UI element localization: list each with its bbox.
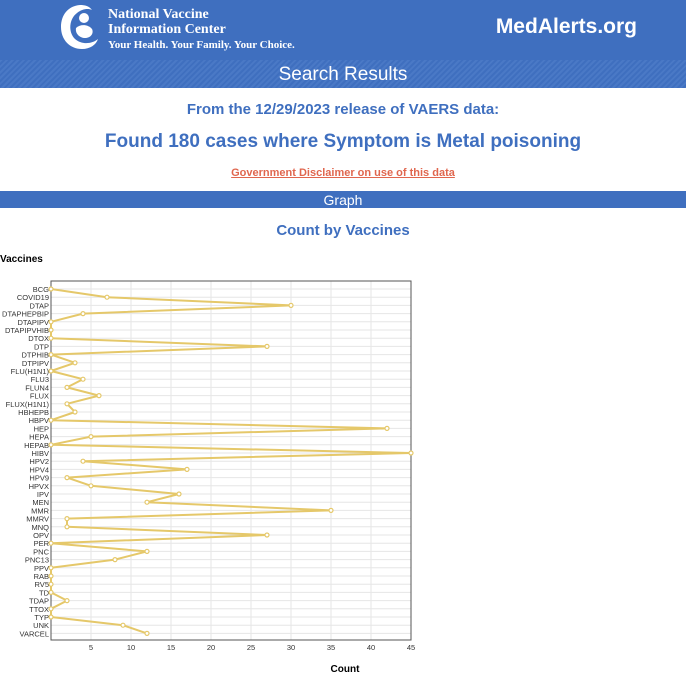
data-point — [65, 402, 69, 406]
y-tick-label: HEPA — [29, 432, 49, 442]
release-line: From the 12/29/2023 release of VAERS data: — [186, 101, 500, 118]
org-name-line2: Information Center — [108, 22, 226, 37]
y-tick-label: HPV4 — [29, 465, 49, 475]
y-tick-label: DTOX — [28, 334, 49, 344]
data-point — [97, 394, 101, 398]
site-header — [0, 0, 686, 60]
y-tick-label: HPV9 — [29, 473, 49, 483]
data-point — [49, 582, 53, 586]
data-point — [265, 533, 269, 537]
data-point — [81, 312, 85, 316]
data-point — [385, 426, 389, 430]
x-tick-label: 25 — [246, 643, 256, 652]
data-point — [177, 492, 181, 496]
data-point — [49, 566, 53, 570]
data-point — [89, 484, 93, 488]
y-axis-label: Vaccines — [0, 254, 43, 265]
y-tick-label: OPV — [33, 531, 49, 540]
y-tick-label: UNK — [33, 621, 49, 631]
government-disclaimer-link[interactable]: Government Disclaimer on use of this data — [231, 167, 455, 179]
x-tick-label: 15 — [166, 643, 176, 652]
y-tick-label: DTPIPV — [21, 358, 49, 368]
y-tick-label: HIBV — [31, 449, 49, 458]
x-tick-label: 5 — [88, 643, 94, 652]
data-point — [49, 615, 53, 619]
y-tick-label: RV5 — [34, 580, 49, 590]
y-tick-label: FLUX — [29, 391, 49, 401]
chart-title: Count by Vaccines — [276, 222, 410, 239]
org-name-line1: National Vaccine — [108, 7, 209, 22]
data-point — [65, 525, 69, 529]
y-tick-label: HEPAB — [24, 440, 49, 450]
y-tick-label: TTOX — [29, 604, 49, 614]
y-tick-label: COVID19 — [16, 293, 49, 303]
y-tick-label: FLU(H1N1) — [10, 367, 49, 376]
org-name — [108, 7, 295, 53]
data-point — [185, 467, 189, 471]
count-by-vaccines-chart — [0, 245, 686, 676]
found-cases-headline: Found 180 cases where Symptom is Metal poisoning — [104, 131, 582, 152]
y-tick-label: DTAPIPV — [17, 317, 49, 327]
data-point — [49, 320, 53, 324]
data-point — [121, 623, 125, 627]
y-tick-label: DTP — [34, 342, 49, 352]
data-point — [113, 558, 117, 562]
y-tick-label: DTAPHEPBIP — [2, 309, 49, 319]
y-tick-label: FLUX(H1N1) — [5, 399, 49, 409]
y-tick-label: HPV2 — [29, 457, 49, 467]
x-tick-label: 35 — [326, 643, 336, 652]
y-tick-label: FLUN4 — [25, 383, 49, 393]
y-tick-label: MMRV — [26, 514, 49, 524]
y-tick-label: MMR — [31, 506, 49, 516]
data-point — [329, 508, 333, 512]
y-tick-label: DTPHIB — [21, 350, 49, 360]
data-point — [265, 344, 269, 348]
y-tick-label: PER — [33, 539, 49, 549]
data-point — [105, 295, 109, 299]
y-tick-label: DTAP — [29, 301, 49, 311]
data-point — [49, 418, 53, 422]
data-point — [145, 500, 149, 504]
y-tick-label: TYP — [34, 613, 49, 622]
y-tick-label: MEN — [32, 498, 49, 508]
data-point — [73, 361, 77, 365]
y-tick-label: PPV — [33, 563, 49, 573]
data-point — [145, 631, 149, 635]
data-point — [49, 443, 53, 447]
x-axis-label: Count — [330, 664, 360, 675]
data-point — [81, 377, 85, 381]
data-point — [65, 517, 69, 521]
x-tick-label: 40 — [366, 643, 376, 652]
data-point — [49, 590, 53, 594]
x-tick-label: 30 — [286, 643, 296, 652]
org-tagline: Your Health. Your Family. Your Choice. — [108, 39, 295, 51]
data-point — [49, 353, 53, 357]
data-point — [49, 574, 53, 578]
y-tick-label: TDAP — [28, 596, 49, 606]
x-tick-label: 20 — [206, 643, 216, 652]
data-point — [49, 336, 53, 340]
data-point — [49, 541, 53, 545]
y-tick-label: MNQ — [31, 522, 49, 532]
data-point — [73, 410, 77, 414]
y-tick-label: TD — [39, 588, 49, 598]
y-tick-label: FLU3 — [30, 375, 49, 385]
data-point — [289, 303, 293, 307]
y-tick-label: VARCEL — [19, 629, 49, 639]
data-point — [49, 328, 53, 332]
y-tick-label: HBHEPB — [18, 408, 49, 417]
y-tick-label: RAB — [33, 572, 49, 581]
x-tick-label: 10 — [126, 643, 136, 652]
y-tick-label: HEP — [33, 424, 49, 434]
data-point — [49, 369, 53, 373]
data-point — [65, 599, 69, 603]
data-point — [89, 435, 93, 439]
mother-child-logo-icon[interactable] — [58, 2, 102, 52]
data-point — [65, 385, 69, 389]
data-point — [49, 607, 53, 611]
graph-section-label: Graph — [323, 192, 363, 208]
y-tick-label: HPVX — [28, 481, 49, 491]
y-tick-label: DTAPIPVHIB — [4, 326, 49, 335]
y-tick-label: PNC — [33, 547, 49, 557]
search-results-title: Search Results — [278, 64, 408, 85]
data-point — [81, 459, 85, 463]
data-point — [65, 476, 69, 480]
y-tick-label: PNC13 — [24, 555, 49, 565]
data-point — [49, 287, 53, 291]
data-point — [145, 549, 149, 553]
site-name-link[interactable]: MedAlerts.org — [495, 15, 637, 38]
y-tick-label: IPV — [36, 490, 49, 499]
y-tick-label: BCG — [32, 285, 49, 294]
y-tick-label: HBPV — [28, 416, 49, 426]
x-tick-label: 45 — [406, 643, 416, 652]
data-point — [409, 451, 413, 455]
